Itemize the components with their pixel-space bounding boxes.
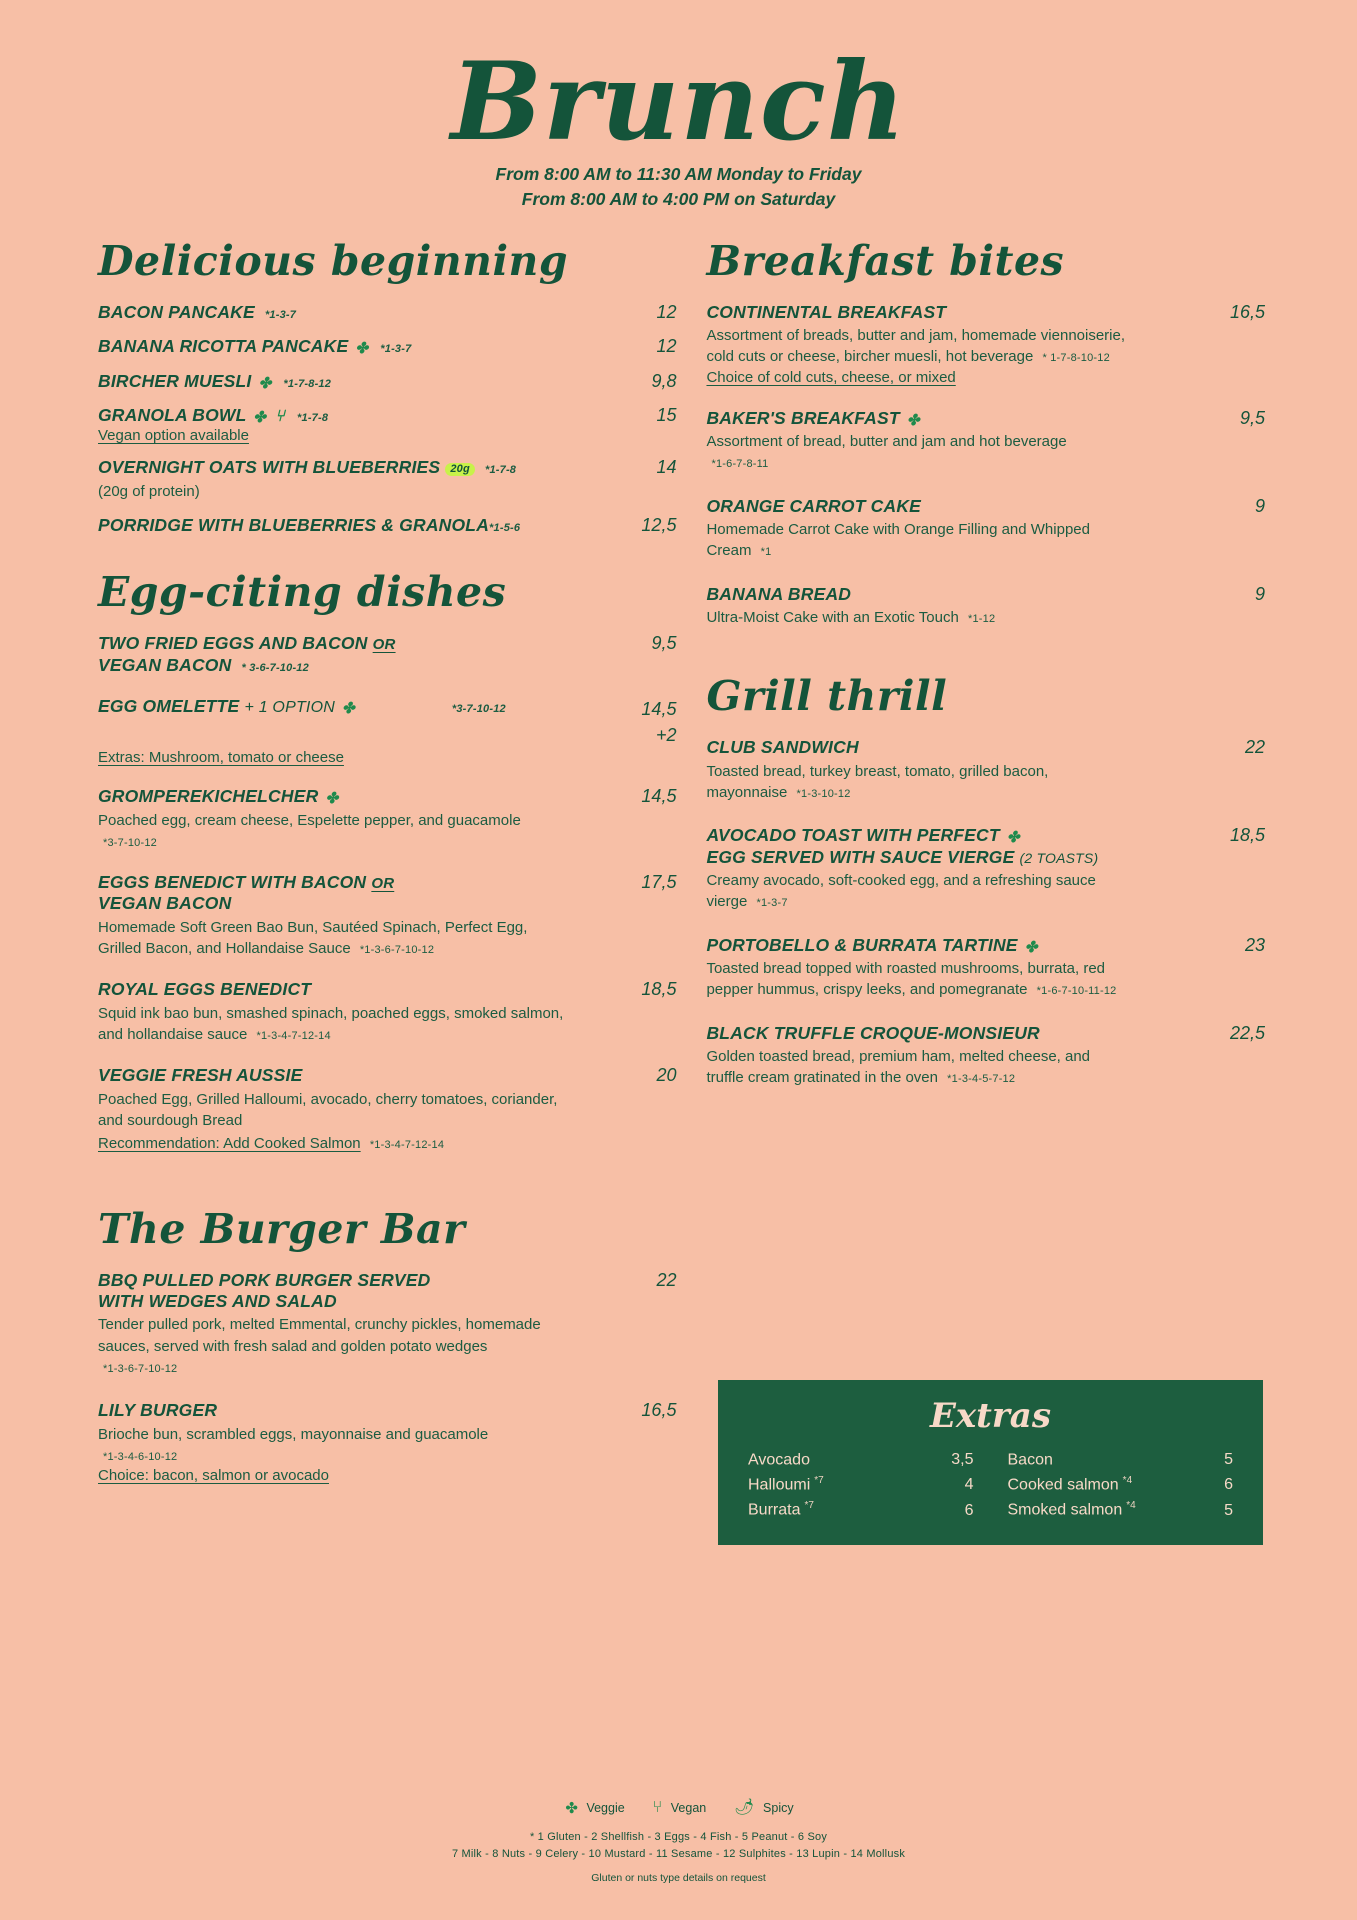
item-name: CONTINENTAL BREAKFAST (706, 301, 947, 322)
item-or: OR (372, 636, 396, 654)
clover-icon: ✤ (565, 1799, 578, 1817)
menu-item (706, 935, 1265, 1001)
item-name: CLUB SANDWICH (706, 737, 859, 758)
item-price: 16,5 (1229, 301, 1265, 322)
allergen-codes: *1-3-7 (264, 308, 297, 321)
item-price: 12 (656, 336, 677, 357)
item-description: Homemade Carrot Cake with Orange Filling and Whipped Cream *1 (706, 521, 1090, 560)
item-name: GRANOLA BOWL ✤ ⑂ *1-7-8 (98, 404, 329, 426)
protein-badge: 20g (445, 463, 475, 476)
item-price: 12,5 (641, 514, 677, 535)
gluten-note: Gluten or nuts type details on request (591, 1872, 766, 1884)
item-description: Assortment of bread, butter and jam and hot beverage *1-6-7-8-11 (706, 433, 1067, 471)
chili-icon: 🌶 (734, 1797, 755, 1816)
allergen-codes: *7 (814, 1475, 824, 1487)
item-name: EGG OMELETTE + 1 OPTION ✤ *3-7-10-12 (98, 695, 506, 717)
section-title-breakfast-bites: Breakfast bites (706, 236, 1065, 285)
extras-price: 5 (1224, 1501, 1233, 1519)
item-price-extra: +2 (655, 725, 677, 746)
item-name: ROYAL EGGS BENEDICT (98, 979, 312, 1000)
menu-item (98, 1270, 676, 1379)
item-price-main: 14,5 (641, 698, 677, 719)
item-price (632, 696, 676, 748)
hours-line-1: From 8:00 AM to 11:30 AM Monday to Friday (495, 164, 862, 184)
extras-row (748, 1498, 974, 1523)
item-description: Toasted bread, turkey breast, tomato, grilled bacon, mayonnaise *1-3-10-12 (706, 762, 1049, 802)
allergen-codes (810, 1450, 814, 1461)
allergen-codes: *1-7-8 (297, 411, 329, 424)
item-name-note: (2 TOASTS) (1019, 849, 1099, 866)
allergen-codes: *1-6-7-8-11 (711, 458, 769, 471)
allergen-codes: *4 (1122, 1475, 1133, 1487)
clover-icon: ✤ (1006, 829, 1020, 847)
allergen-codes: *1-7-8 (484, 464, 517, 477)
extras-name: Burrata $^{*7}$ (748, 1500, 814, 1519)
legend-item-veggie (563, 1800, 624, 1815)
item-price: 9,5 (1239, 407, 1265, 428)
item-name: BIRCHER MUESLI ✤ *1-7-8-12 (98, 370, 332, 392)
allergen-codes: *1-3-10-12 (796, 788, 851, 801)
right-column (706, 236, 1265, 1497)
legend-label: Spicy (763, 1801, 794, 1815)
allergen-codes: *1-3-4-5-7-12 (947, 1073, 1016, 1086)
menu-item (98, 633, 676, 676)
item-name: LILY BURGER (98, 1400, 218, 1421)
extras-price: 6 (1224, 1476, 1233, 1494)
clover-icon: ✤ (325, 790, 339, 808)
extras-row (748, 1473, 974, 1498)
extras-name: Bacon (1008, 1448, 1057, 1473)
section-title-egg-citing-dishes: Egg-citing dishes (98, 568, 507, 617)
menu-item (98, 515, 676, 536)
item-note: Extras: Mushroom, tomato or cheese (98, 749, 344, 767)
clover-icon: ✤ (258, 374, 272, 392)
item-name: VEGGIE FRESH AUSSIE (98, 1065, 303, 1086)
section-title-delicious-beginning: Delicious beginning (98, 236, 569, 285)
item-price: 18,5 (641, 979, 677, 1000)
item-price: 15 (656, 404, 677, 425)
menu-columns (0, 213, 1357, 1497)
allergen-codes: *1 (760, 546, 772, 559)
item-option: + 1 OPTION (244, 698, 335, 716)
allergen-codes: *1-3-7 (380, 343, 412, 356)
item-price: 17,5 (641, 872, 677, 893)
menu-footer (0, 1799, 1357, 1884)
item-note: (20g of protein) (98, 482, 200, 500)
extras-row (1008, 1498, 1234, 1523)
item-description: Tender pulled pork, melted Emmental, crunchy pickles, homemade sauces, served with fresh salad and golden potato wedges *1-3-6-7-10-12 (98, 1316, 541, 1375)
menu-header (0, 0, 1357, 213)
menu-item (98, 371, 676, 392)
extras-row (1008, 1448, 1234, 1473)
extras-price: 3,5 (951, 1451, 974, 1469)
item-name: BLACK TRUFFLE CROQUE-MONSIEUR (706, 1022, 1040, 1043)
item-price: 16,5 (641, 1400, 677, 1421)
clover-icon: ✤ (253, 408, 267, 426)
item-name: PORRIDGE WITH BLUEBERRIES & GRANOLA*1-5-6 (98, 514, 521, 535)
item-price: 12 (656, 301, 677, 322)
hours-line-2: From 8:00 AM to 4:00 PM on Saturday (521, 189, 836, 210)
item-name: BAKER'S BREAKFAST ✤ (706, 407, 920, 429)
item-name: EGGS BENEDICT WITH BACON OR VEGAN BACON (98, 872, 395, 914)
item-price: 9 (1254, 583, 1265, 604)
clover-icon: ✤ (342, 699, 355, 717)
item-price: 22 (1244, 737, 1265, 758)
allergen-codes: *3-7-10-12 (451, 702, 506, 715)
extras-column-left (748, 1448, 974, 1523)
item-price: 20 (656, 1065, 677, 1086)
section-title-grill-thrill: Grill thrill (706, 672, 948, 721)
menu-item (98, 336, 676, 357)
menu-item (98, 1400, 676, 1484)
menu-item (98, 786, 676, 852)
extras-name: Cooked salmon $^{*4}$ (1007, 1475, 1133, 1494)
item-note: Choice of cold cuts, cheese, or mixed (706, 368, 956, 386)
item-price: 22,5 (1229, 1022, 1265, 1043)
item-name: BANANA BREAD (706, 583, 852, 604)
menu-item (98, 302, 676, 323)
extras-price: 6 (964, 1501, 974, 1519)
allergen-codes: * 1-7-8-10-12 (1042, 352, 1110, 365)
item-price: 14 (656, 457, 677, 478)
item-price: 9,8 (651, 370, 677, 391)
item-description: Ultra-Moist Cake with an Exotic Touch *1-12 (706, 609, 996, 626)
opening-hours (0, 162, 1357, 213)
allergen-codes (1053, 1450, 1057, 1461)
menu-item (706, 408, 1265, 474)
legend-item-spicy (732, 1799, 793, 1815)
item-name: ORANGE CARROT CAKE (706, 495, 922, 516)
item-note: Choice: bacon, salmon or avocado (98, 1467, 329, 1485)
legend-label: Veggie (586, 1800, 625, 1815)
extras-name: Halloumi $^{*7}$ (748, 1475, 824, 1494)
item-name: OVERNIGHT OATS WITH BLUEBERRIES 20g *1-7-8 (98, 457, 517, 478)
item-price: 22 (656, 1269, 677, 1290)
extras-price: 5 (1224, 1451, 1233, 1469)
item-or: OR (371, 875, 395, 893)
legend-item-vegan (651, 1799, 707, 1815)
item-description: Assortment of breads, butter and jam, homemade viennoiserie, cold cuts or cheese, bircher muesli, hot beverage * 1-7-8-10-12 (706, 327, 1126, 366)
item-price: 23 (1244, 934, 1265, 955)
extras-name: Smoked salmon $^{*4}$ (1007, 1500, 1136, 1519)
allergen-codes: *1-7-8-12 (283, 377, 332, 390)
item-price: 9 (1254, 495, 1265, 516)
extras-column-right (1008, 1448, 1234, 1523)
allergen-line-2: 7 Milk - 8 Nuts - 9 Celery - 10 Mustard - 11 Sesame - 12 Sulphites - 13 Lupin - 14 Mollusk (451, 1847, 906, 1860)
menu-item (706, 302, 1265, 386)
item-description: Poached Egg, Grilled Halloumi, avocado, cherry tomatoes, coriander, and sourdough Bread (98, 1090, 558, 1129)
item-name: BBQ PULLED PORK BURGER SERVED WITH WEDGES AND SALAD (98, 1269, 431, 1311)
menu-item (706, 496, 1265, 562)
allergen-codes: *3-7-10-12 (103, 836, 157, 849)
page-title: Brunch (450, 39, 907, 165)
clover-icon: ✤ (355, 340, 369, 358)
sprout-icon: ⑂ (275, 405, 285, 425)
item-name: PORTOBELLO & BURRATA TARTINE ✤ (706, 934, 1038, 956)
item-description: Toasted bread topped with roasted mushrooms, burrata, red pepper hummus, crispy leeks, and pomegranate *1-6-7-10-11-12 (706, 959, 1117, 999)
legend (0, 1799, 1357, 1815)
extras-row (1008, 1473, 1234, 1498)
menu-item (98, 405, 676, 444)
menu-item (98, 872, 676, 959)
menu-item (706, 825, 1265, 912)
item-name: AVOCADO TOAST WITH PERFECT ✤ EGG SERVED WITH SAUCE VIERGE (2 TOASTS) (706, 825, 1099, 867)
allergen-codes: *7 (804, 1500, 814, 1512)
item-name: BACON PANCAKE *1-3-7 (98, 301, 297, 322)
item-description: Creamy avocado, soft-cooked egg, and a refreshing sauce vierge *1-3-7 (706, 872, 1096, 911)
allergen-codes: *1-3-6-7-10-12 (359, 944, 435, 957)
item-note: Recommendation: Add Cooked Salmon *1-3-4-7-12-14 (98, 1135, 445, 1153)
section-title-the-burger-bar: The Burger Bar (98, 1204, 466, 1253)
allergen-codes: *1-6-7-10-11-12 (1036, 985, 1117, 998)
item-name: GROMPEREKICHELCHER ✤ (98, 786, 339, 808)
menu-item (706, 584, 1265, 629)
allergen-codes: *1-5-6 (489, 521, 521, 534)
extras-title: Extras (930, 1396, 1051, 1436)
extras-price: 4 (964, 1476, 974, 1494)
item-description: Squid ink bao bun, smashed spinach, poached eggs, smoked salmon, and hollandaise sauce *1-3-4-7-12-14 (98, 1004, 564, 1044)
menu-item (98, 457, 676, 502)
item-price: 14,5 (641, 786, 677, 807)
allergen-codes: * 3-6-7-10-12 (241, 661, 309, 674)
menu-item (706, 1023, 1265, 1089)
item-price: 18,5 (1229, 825, 1265, 846)
left-column (98, 236, 677, 1497)
allergen-codes: *1-12 (967, 613, 996, 625)
allergen-codes: *1-3-4-7-12-14 (369, 1139, 445, 1152)
menu-item (98, 696, 676, 766)
sprout-icon: ⑂ (652, 1797, 663, 1816)
extras-box (718, 1380, 1263, 1545)
item-name: BANANA RICOTTA PANCAKE ✤ *1-3-7 (98, 336, 412, 358)
allergen-legend (0, 1829, 1357, 1862)
allergen-line-1: * 1 Gluten - 2 Shellfish - 3 Eggs - 4 Fish - 5 Peanut - 6 Soy (529, 1831, 828, 1843)
allergen-codes: *1-3-7 (756, 897, 788, 910)
allergen-codes: *1-3-4-6-10-12 (103, 1450, 178, 1463)
menu-item (98, 1065, 676, 1154)
item-description: Golden toasted bread, premium ham, melted cheese, and truffle cream gratinated in the oven *1-3-4-5-7-12 (706, 1047, 1091, 1087)
allergen-codes: *4 (1126, 1500, 1136, 1512)
item-description: Poached egg, cream cheese, Espelette pepper, and guacamole *3-7-10-12 (98, 811, 521, 849)
item-price: 9,5 (651, 633, 677, 654)
item-description: Homemade Soft Green Bao Bun, Sautéed Spinach, Perfect Egg, Grilled Bacon, and Hollandaise Sauce *1-3-6-7-10-12 (98, 918, 528, 958)
item-note: Vegan option available (98, 427, 249, 445)
legend-label: Vegan (670, 1801, 707, 1815)
extras-row (748, 1448, 974, 1473)
allergen-codes: *1-3-6-7-10-12 (103, 1362, 178, 1375)
item-description: Brioche bun, scrambled eggs, mayonnaise and guacamole *1-3-4-6-10-12 (98, 1425, 489, 1463)
menu-item (98, 979, 676, 1045)
extras-name: Avocado (748, 1448, 814, 1473)
menu-item (706, 737, 1265, 803)
allergen-codes: *1-3-4-7-12-14 (256, 1030, 331, 1043)
item-name: TWO FRIED EGGS AND BACON OR VEGAN BACON * 3-6-7-10-12 (98, 633, 396, 675)
clover-icon: ✤ (906, 411, 920, 429)
clover-icon: ✤ (1024, 938, 1038, 956)
